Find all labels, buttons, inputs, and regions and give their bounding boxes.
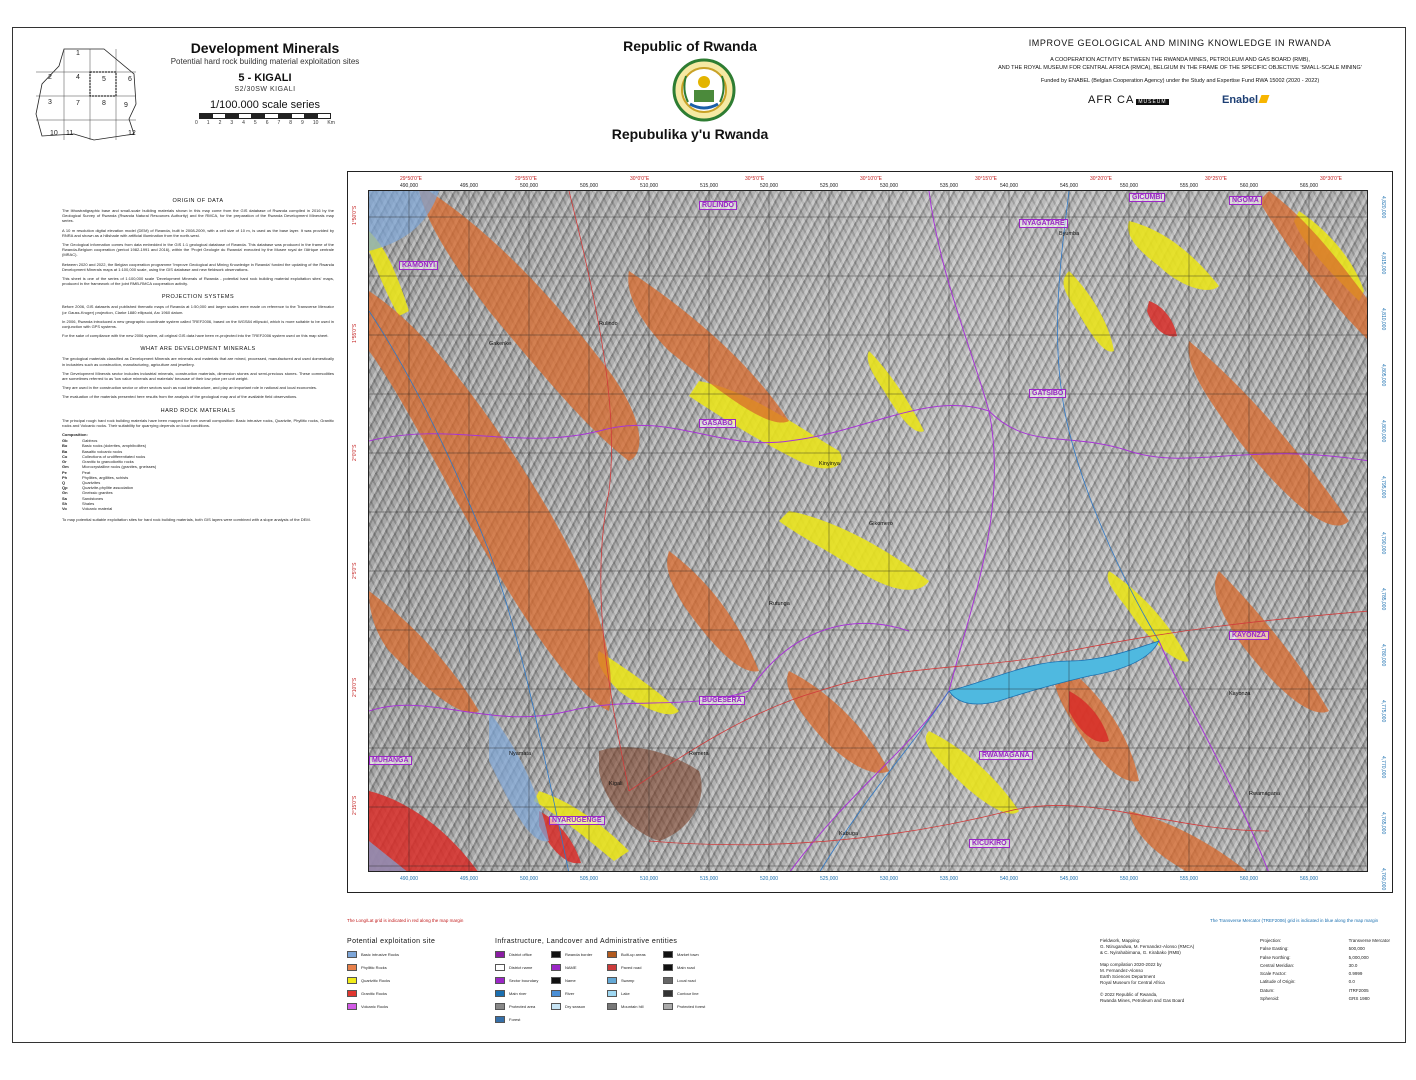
composition-label: Collections of undifferentiated rocks	[82, 453, 146, 459]
composition-code: Gn	[62, 490, 68, 496]
index-cell: 5	[102, 76, 106, 83]
easting-tick-label-bottom: 500,000	[520, 876, 539, 882]
composition-code: Gb	[62, 438, 68, 444]
credits-line: Rwanda Mines, Petroleum and Gas Board	[1100, 998, 1185, 1003]
composition-code: Sa	[62, 495, 67, 501]
easting-tick-label-bottom: 565,000	[1300, 876, 1319, 882]
credits-line: Fieldwork, Mapping:	[1100, 938, 1141, 943]
geological-map	[368, 190, 1368, 872]
legend-site-label: Basic intrusive Rocks	[361, 951, 400, 957]
composition-code: Co	[62, 453, 68, 459]
map-subtitle: Potential hard rock building material exploitation sites	[170, 57, 360, 66]
section-paragraph: The evaluation of the materials presented here results from the analysis of the geological map and of the available field observations.	[62, 394, 298, 400]
legend-swatch	[663, 977, 673, 984]
tm-grid-note: The Transverse Mercator (TREF2006) grid is indicated in blue along the map margin	[1210, 918, 1379, 923]
credits-line: Royal Museum for Central Africa	[1100, 980, 1165, 985]
composition-code: Bo	[62, 443, 68, 449]
section-paragraph: This sheet is one of the series of 1:100,000 scale 'Development Minerals of Rwanda - potential hard rock building material exploitation sites' maps, produced in the framework of the joint RMB-RMCA cooperation activity.	[62, 276, 334, 287]
legend-infra-label: Market town	[677, 951, 699, 957]
sector-label: BUGESERA	[699, 696, 745, 705]
legend-swatch	[607, 964, 617, 971]
legend-infra-label: Main river	[509, 990, 527, 996]
index-cell: 9	[124, 102, 128, 109]
legend-swatch	[663, 1003, 673, 1010]
built-up-area-kigali	[599, 747, 702, 841]
lat-tick-label: 1°55'0"S	[352, 323, 358, 343]
index-cell: 3	[48, 99, 52, 106]
composition-label: Basic rocks (dolerites, amphibolites)	[82, 443, 147, 449]
legend-infra-label: Main road	[677, 964, 695, 970]
legend-infra-label: Paved road	[621, 964, 642, 970]
composition-code: Ph	[62, 474, 68, 480]
northing-tick-label: 4,795,000	[1380, 476, 1386, 499]
town-label: Rwamagana	[1249, 791, 1280, 797]
legend-swatch	[607, 990, 617, 997]
northing-tick-label: 4,820,000	[1380, 196, 1386, 219]
legend-infra-label: Mountain hill	[621, 1003, 644, 1009]
easting-tick-label: 490,000	[400, 183, 419, 189]
credits-line: G. Ntirugandwa, M. Fernandez-Alonso (RMCA)	[1100, 944, 1195, 949]
projection-value: GRS 1980	[1348, 995, 1370, 1001]
legend-infra-item	[607, 989, 659, 997]
enabel-logo: Enabel	[1222, 94, 1268, 106]
sector-label: KAMONYI	[399, 261, 438, 270]
projection-value: 0.0	[1348, 979, 1355, 985]
funding-text: Funded by ENABEL (Belgian Cooperation Agency) under the Study and Expertise Fund RWA 15002 (2020 - 2022)	[1040, 78, 1320, 84]
legend-sites	[347, 938, 435, 1010]
lat-tick-label: 2°10'0"S	[352, 677, 358, 697]
easting-tick-label: 535,000	[940, 183, 959, 189]
composition-code: Qp	[62, 485, 68, 491]
projection-key: Scale Factor:	[1260, 971, 1287, 976]
legend-swatch	[607, 1003, 617, 1010]
easting-tick-label: 515,000	[700, 183, 719, 189]
northing-tick-label: 4,815,000	[1380, 252, 1386, 275]
easting-tick-label-bottom: 495,000	[460, 876, 479, 882]
legend-infra-label: NAME	[565, 964, 577, 970]
easting-tick-label-bottom: 545,000	[1060, 876, 1079, 882]
section-paragraph: For the sake of compliance with the new 2006 system, all original GIS data have been re-projected into the TREF2006 system used on this map sheet.	[62, 333, 329, 339]
projection-value: 5,000,000	[1348, 954, 1369, 960]
legend-infra-item	[551, 950, 603, 958]
northing-tick-label: 4,770,000	[1380, 756, 1386, 779]
legend-infra-item	[495, 1002, 547, 1010]
northing-tick-label: 4,800,000	[1380, 420, 1386, 443]
legend-swatch	[495, 990, 505, 997]
index-cell: 2	[48, 74, 52, 81]
projection-value: ITRF2005	[1348, 987, 1369, 993]
northing-tick-label: 4,765,000	[1380, 812, 1386, 835]
legend-infra-item	[495, 976, 547, 984]
rwanda-index-outline	[34, 44, 144, 144]
easting-tick-label: 500,000	[520, 183, 539, 189]
lon-tick-label: 29°50'0"E	[400, 176, 422, 182]
legend-swatch	[663, 990, 673, 997]
legend-infra-item	[607, 1002, 659, 1010]
legend-infra-item	[607, 976, 659, 984]
legend-swatch	[347, 964, 357, 971]
project-title: IMPROVE GEOLOGICAL AND MINING KNOWLEDGE IN RWANDA	[1028, 38, 1332, 48]
legend-swatch	[663, 951, 673, 958]
section-paragraph: The Geological information comes from data embedded in the GIS 1:1 geological database of Rwanda. This database was produced in the frame of the Rwanda-Belgium cooperation (period 1982-1991 and 2016), within the 'Projet Geologie du Rwanda' executed by the Musee royal de l'Afrique centrale (MRAC).	[62, 242, 334, 258]
projection-key: Latitude of Origin:	[1260, 979, 1296, 985]
sector-label: NYARUGENGE	[549, 816, 605, 825]
legend-infra-item	[551, 963, 603, 971]
sheet-name: 5 - KIGALI	[238, 72, 292, 84]
scale-series: 1/100.000 scale series	[209, 99, 321, 111]
legend-infra-item	[663, 950, 715, 958]
legend-infra-label: Rwanda border	[565, 951, 593, 957]
granitic-rock-zones	[369, 301, 1177, 872]
composition-title: Composition:	[62, 432, 88, 438]
section-paragraph: Before 2006, GIS datasets and published thematic maps of Rwanda at 1:50,000 and larger scales were made on reference to the Transverse Mercator (or Gauss-Kruger) projection, Clarke 1880 ellipsoid, Arc 1960 datum.	[62, 304, 334, 315]
town-label: Gikomero	[869, 521, 893, 527]
composition-list	[62, 438, 334, 511]
composition-code: Ba	[62, 448, 68, 454]
legend-infra-item	[495, 950, 547, 958]
lon-tick-label: 30°25'0"E	[1205, 176, 1227, 182]
legend-swatch	[495, 964, 505, 971]
easting-tick-label: 550,000	[1120, 183, 1139, 189]
section-title: WHAT ARE DEVELOPMENT MINERALS	[140, 346, 256, 353]
town-label: Kayonza	[1229, 691, 1251, 697]
legend-infra-label: Sector boundary	[509, 977, 539, 983]
sector-label: GATSIBO	[1029, 389, 1066, 398]
legend-infra-label: Built-up areas	[621, 951, 646, 957]
easting-tick-label-bottom: 505,000	[580, 876, 599, 882]
sheet-code: S2/30SW KIGALI	[234, 86, 296, 93]
northing-tick-label: 4,790,000	[1380, 532, 1386, 555]
lat-tick-label: 2°5'0"S	[352, 562, 358, 579]
northing-tick-label: 4,760,000	[1380, 868, 1386, 891]
legend-infra-label: District office	[509, 951, 532, 957]
northing-tick-label: 4,785,000	[1380, 588, 1386, 611]
composition-code: Vo	[62, 505, 67, 511]
composition-label: Sandstones	[82, 495, 104, 501]
sector-label: RULINDO	[699, 201, 737, 210]
lon-tick-label: 30°5'0"E	[745, 176, 765, 182]
sector-label: RWAMAGANA	[979, 751, 1033, 760]
composition-label: Gneissic granites	[82, 490, 113, 496]
easting-tick-label-bottom: 530,000	[880, 876, 899, 882]
lat-tick-label: 2°15'0"S	[352, 795, 358, 815]
section-paragraph: Between 2020 and 2022, the Belgian cooperation programme 'Improve Geological and Mining Knowledge in Rwanda' funded the updating of the Rwanda Development Minerals maps at 1:100,000 scale, using the GIS database and new fieldwork observations.	[62, 261, 334, 272]
lon-tick-label: 30°30'0"E	[1320, 176, 1342, 182]
legend-swatch	[495, 951, 505, 958]
easting-tick-label-bottom: 560,000	[1240, 876, 1259, 882]
legend-infra-label: Lake	[621, 990, 630, 996]
credits-block	[1100, 938, 1390, 1004]
legend-infra-item	[495, 963, 547, 971]
project-line-1: A COOPERATION ACTIVITY BETWEEN THE RWANDA MINES, PETROLEUM AND GAS BOARD (RMB),	[1050, 57, 1310, 63]
legend-infrastructure	[495, 938, 715, 1023]
town-label: Kigali	[609, 781, 623, 787]
credits-line: & C. Nyirahabimana, G. Kirabako (RMB)	[1100, 950, 1181, 955]
legend-swatch	[551, 977, 561, 984]
legend-infra-item	[495, 1015, 547, 1023]
easting-tick-label-bottom: 535,000	[940, 876, 959, 882]
legend-infra-label: River	[565, 990, 575, 996]
credits-line: Earth Sciences Department	[1100, 974, 1156, 979]
easting-tick-label: 545,000	[1060, 183, 1079, 189]
projection-key: Central Meridian:	[1260, 962, 1295, 968]
legend-site-label: Volcanic Rocks	[361, 1003, 389, 1009]
republic-name: Republic of Rwanda	[623, 38, 757, 54]
composition-label: Basaltic volcanic rocks	[82, 448, 123, 454]
legend-infra-title: Infrastructure, Landcover and Administrative entities	[495, 938, 678, 945]
legend-infra-label: Protected forest	[677, 1003, 706, 1009]
composition-label: Gabbros	[82, 438, 98, 444]
legend-sites-title: Potential exploitation site	[347, 938, 436, 945]
lat-tick-label: 2°0'0"S	[352, 444, 358, 461]
credits-line: © 2022 Republic of Rwanda,	[1100, 992, 1158, 997]
easting-tick-label-bottom: 555,000	[1180, 876, 1199, 882]
composition-code: Q	[62, 479, 66, 485]
map-title: Development Minerals	[190, 40, 340, 56]
composition-item	[62, 506, 334, 511]
composition-label: Peat	[82, 469, 91, 475]
enabel-mark-icon	[1259, 95, 1270, 103]
legend-swatch	[495, 977, 505, 984]
roads	[569, 191, 1368, 845]
lon-tick-label: 30°10'0"E	[860, 176, 882, 182]
projection-key: Projection:	[1260, 938, 1282, 943]
section-paragraph: The principal rough hard rock building materials have been mapped for their overall composition: Basic intrusive rocks, Quartzite, Phyllitic rocks, Granitic rocks and Volcanic rocks. Their suitability for quarrying depends on local conditions.	[62, 417, 334, 428]
legend-infra-item	[607, 950, 659, 958]
legend-infra-item	[607, 963, 659, 971]
easting-tick-label: 530,000	[880, 183, 899, 189]
legend-site-item	[347, 963, 435, 971]
scale-ticks: 0 1 2 3 4 5 6 7 8 9 10 Km	[195, 120, 335, 126]
section-title: PROJECTION SYSTEMS	[161, 294, 235, 301]
sector-label: GASABO	[699, 419, 736, 428]
legend-infra-label: Contour line	[677, 990, 699, 996]
composition-label: Shales	[82, 500, 95, 506]
index-cell: 7	[76, 100, 80, 107]
easting-tick-label: 540,000	[1000, 183, 1019, 189]
map-canvas	[369, 191, 1368, 872]
composition-label: Microcrystalline rocks (granites, gneisses)	[82, 464, 157, 470]
composition-label: Quartzite-phyllite association	[82, 485, 134, 491]
legend-swatch	[347, 1003, 357, 1010]
section-paragraph: The Development Minerals sector includes industrial minerals, construction materials, dimension stones and semi-precious stones. These commodities are sometimes referred to as 'low value minerals and materials' because of their low price per unit weight.	[62, 370, 334, 382]
composition-code: Gm	[62, 464, 69, 470]
credits-line: Map compilation 2020-2022 by	[1100, 962, 1162, 967]
easting-tick-label: 525,000	[820, 183, 839, 189]
town-label: Kabuga	[839, 831, 858, 837]
lake-muhazi	[949, 641, 1159, 704]
index-cell: 11	[66, 130, 74, 137]
legend-site-item	[347, 1002, 435, 1010]
easting-tick-label: 565,000	[1300, 183, 1319, 189]
africa-museum-logo: AFR CA MUSEUM	[1088, 94, 1167, 106]
section-paragraph: They are used in the construction sector or other sectors such as road infrastructure, and play an important role in national and local economies.	[62, 385, 318, 391]
composition-label: Phyllites, argillites, schists	[82, 474, 129, 480]
legend-infra-item	[551, 976, 603, 984]
lon-tick-label: 30°15'0"E	[975, 176, 997, 182]
legend-swatch	[551, 990, 561, 997]
scale-bar	[199, 113, 331, 119]
lon-tick-label: 30°0'0"E	[630, 176, 650, 182]
legend-infra-label: Local road	[677, 977, 696, 983]
northing-tick-label: 4,780,000	[1380, 644, 1386, 667]
town-label: Nyamata	[509, 751, 532, 757]
legend-infra-item	[663, 976, 715, 984]
legend-swatch	[551, 1003, 561, 1010]
composition-code: Pe	[62, 469, 67, 475]
sector-label: GICUMBI	[1129, 193, 1165, 202]
section-paragraph: The lithostratigraphic base and small-scale building materials shown in this map come from the GIS database of Rwanda compiled in 2016 by the Geological Survey of Rwanda (Rwanda Natural Resources Authority) and the RMCA, for the preparation of the Rwanda Development Minerals map series.	[62, 208, 334, 224]
legend-infra-label: Dry season	[565, 1003, 586, 1009]
composition-code: Gr	[62, 459, 67, 465]
projection-key: Datum:	[1260, 987, 1275, 993]
legend-swatch	[347, 951, 357, 958]
projection-key: False Northing:	[1260, 954, 1291, 960]
project-line-2: AND THE ROYAL MUSEUM FOR CENTRAL AFRICA (RMCA), BELGIUM IN THE FRAME OF THE SPECIFIC OBJECTIVE 'SMALL-SCALE MINING'	[998, 65, 1362, 71]
legend-site-item	[347, 989, 435, 997]
town-label: Byumba	[1059, 231, 1080, 237]
northing-tick-label: 4,805,000	[1380, 364, 1386, 387]
legend-infra-label: Name	[565, 977, 576, 983]
easting-tick-label: 520,000	[760, 183, 779, 189]
easting-tick-label: 510,000	[640, 183, 659, 189]
credits-line: M. Fernandez-Alonso	[1100, 968, 1144, 973]
section-title: HARD ROCK MATERIALS	[160, 407, 236, 414]
legend-site-item	[347, 976, 435, 984]
index-cell: 12	[128, 130, 136, 137]
easting-tick-label: 505,000	[580, 183, 599, 189]
legend-infra-item	[495, 989, 547, 997]
legend-swatch	[607, 977, 617, 984]
projection-value: 30.0	[1348, 962, 1358, 968]
projection-value: 500,000	[1348, 946, 1365, 952]
republic-name-kinyarwanda: Repubulika y'u Rwanda	[611, 126, 769, 142]
legend-infra-list	[495, 945, 715, 1023]
town-label: Remera	[689, 751, 709, 757]
easting-tick-label-bottom: 525,000	[820, 876, 839, 882]
legend-swatch	[347, 990, 357, 997]
legend-swatch	[495, 1003, 505, 1010]
latlong-grid-note: The Long/Lat grid is indicated in red along the map margin	[347, 918, 464, 923]
projection-value: Transverse Mercator	[1348, 938, 1390, 943]
footer-note: To map potential suitable exploitation sites for hard rock building materials, both GIS layers were combined with a slope analysis of the DEM.	[62, 517, 311, 523]
lon-tick-label: 29°55'0"E	[515, 176, 537, 182]
sector-label: MUHANGA	[369, 756, 412, 765]
legend-swatch	[347, 977, 357, 984]
legend-swatch	[551, 964, 561, 971]
credits-projection	[1260, 938, 1390, 1004]
sector-label: NGOMA	[1229, 196, 1262, 205]
legend-infra-item	[663, 989, 715, 997]
projection-value: 0.9999	[1348, 971, 1363, 976]
town-label: Rutunga	[769, 601, 790, 607]
index-cell: 1	[76, 50, 80, 57]
rwanda-emblem-icon	[672, 58, 736, 122]
legend-infra-label: Forest	[509, 1016, 521, 1022]
sector-label: KAYONZA	[1229, 631, 1269, 640]
legend-site-label: Phyllitic Rocks	[361, 964, 387, 970]
legend-sites-list	[347, 950, 435, 1010]
lon-tick-label: 30°20'0"E	[1090, 176, 1112, 182]
composition-label: Volcanic material	[82, 505, 113, 511]
legend-infra-label: Swamp	[621, 977, 635, 983]
index-cell: 4	[76, 74, 80, 81]
legend-swatch	[495, 1016, 505, 1023]
section-paragraph: In 2006, Rwanda introduced a new geographic coordinate system called TREF2006, based on the WGS84 ellipsoid, which is more suitable to be used in conjunction with GPS systems.	[62, 318, 334, 330]
section-paragraph: The geological materials classified as Development Minerals are minerals and materials that are mined, processed, manufactured and used domestically in industries such as construction, manufacturing, agriculture and jewellery.	[62, 356, 334, 367]
legend-site-item	[347, 950, 435, 958]
legend-infra-label: District name	[509, 964, 533, 970]
sector-label: NYAGATARE	[1019, 219, 1068, 228]
legend-site-label: Granitic Rocks	[361, 990, 388, 996]
easting-tick-label-bottom: 510,000	[640, 876, 659, 882]
project-header	[960, 38, 1400, 84]
northing-tick-label: 4,810,000	[1380, 308, 1386, 331]
title-block	[150, 40, 380, 126]
easting-tick-label-bottom: 520,000	[760, 876, 779, 882]
index-cell: 6	[128, 76, 132, 83]
composition-label: Quartzites	[82, 479, 101, 485]
legend-infra-item	[551, 1002, 603, 1010]
town-label: Kinyinya	[819, 461, 840, 467]
legend-infra-item	[663, 1002, 715, 1010]
sector-label: KICUKIRO	[969, 839, 1010, 848]
legend-infra-label: Protected area	[509, 1003, 536, 1009]
composition-label: Granitic to granodioritic rocks	[82, 459, 134, 465]
easting-tick-label: 495,000	[460, 183, 479, 189]
legend-swatch	[551, 951, 561, 958]
section-paragraph: A 10 m resolution digital elevation model (DEM) of Rwanda, built in 2008-2009, with a cell size of 10 m, is used as the base layer. It was provided by RNRA and shown as a hillshade with artificial illumination from the north-west.	[62, 227, 334, 238]
northing-tick-label: 4,775,000	[1380, 700, 1386, 723]
town-label: Gakenke	[489, 341, 512, 347]
easting-tick-label-bottom: 490,000	[400, 876, 419, 882]
town-label: Rulindo	[599, 321, 618, 327]
easting-tick-label: 555,000	[1180, 183, 1199, 189]
easting-tick-label: 560,000	[1240, 183, 1259, 189]
easting-tick-label-bottom: 550,000	[1120, 876, 1139, 882]
easting-tick-label-bottom: 540,000	[1000, 876, 1019, 882]
legend-swatch	[663, 964, 673, 971]
legend-site-label: Quartzitic Rocks	[361, 977, 391, 983]
credits-authors	[1100, 938, 1250, 1004]
section-title: ORIGIN OF DATA	[172, 198, 224, 204]
legend-infra-item	[663, 963, 715, 971]
index-cell: 8	[102, 100, 106, 107]
explanatory-notes	[62, 190, 334, 526]
projection-key: Spheroid:	[1260, 995, 1280, 1001]
index-cell: 10	[50, 130, 58, 137]
composition-code: Sh	[62, 500, 68, 506]
legend-infra-item	[551, 989, 603, 997]
lat-tick-label: 1°50'0"S	[352, 205, 358, 225]
index-map	[34, 44, 144, 144]
easting-tick-label-bottom: 515,000	[700, 876, 719, 882]
legend-swatch	[607, 951, 617, 958]
projection-key: False Easting:	[1260, 946, 1289, 952]
